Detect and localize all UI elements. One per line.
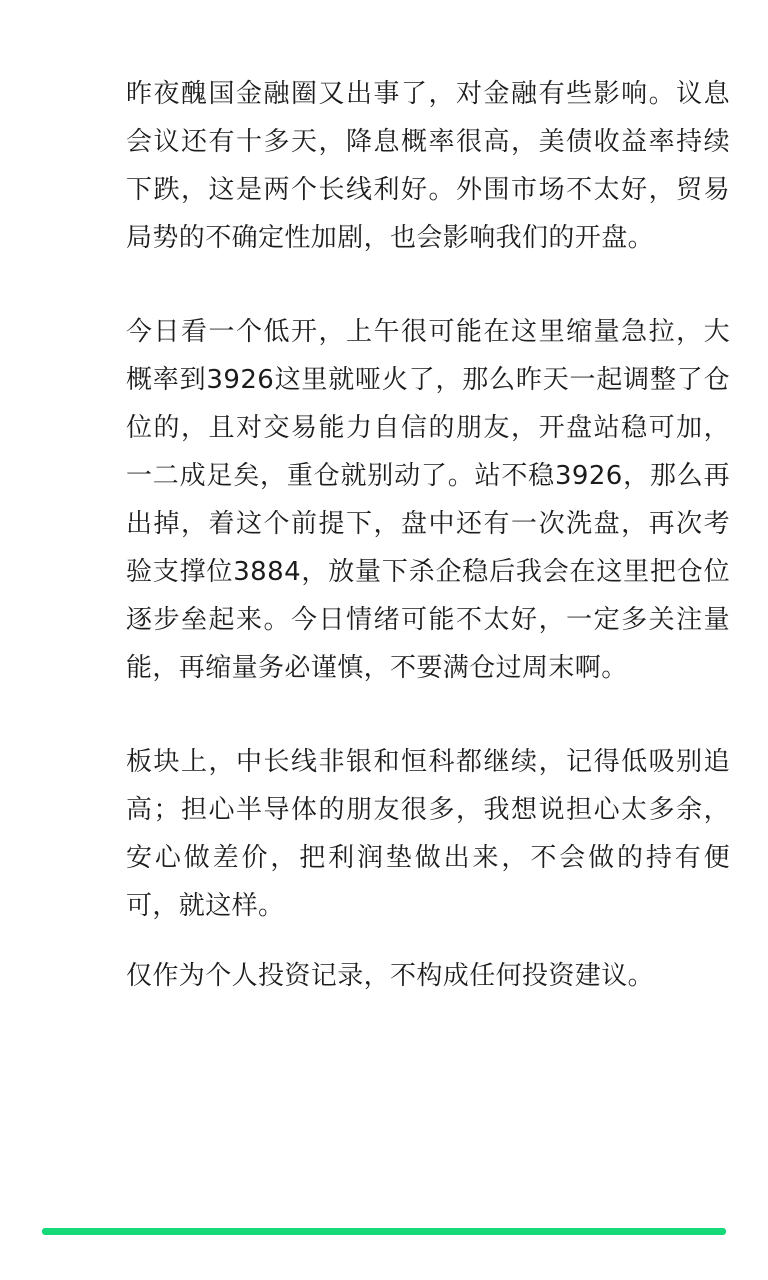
paragraph-sectors: 板块上，中长线非银和恒科都继续，记得低吸别追高；担心半导体的朋友很多，我想说担心太多余，安心做差价，把利润垫做出来，不会做的持有便可，就这样。 [126, 747, 730, 921]
accent-divider-bar [42, 1228, 726, 1235]
paragraph-market-overview: 昨夜醜国金融圈又出事了，对金融有些影响。议息会议还有十多天，降息概率很高，美债收益率持续下跌，这是两个长线利好。外围市场不太好，贸易局势的不确定性加剧，也会影响我们的开盘。 [126, 79, 730, 253]
disclaimer-text: 仅作为个人投资记录，不构成任何投资建议。 [126, 961, 655, 991]
article-body [126, 70, 730, 1000]
paragraph-trading-plan: 今日看一个低开，上午很可能在这里缩量急拉，大概率到3926这里就哑火了，那么昨天一起调整了仓位的，且对交易能力自信的朋友，开盘站稳可加，一二成足矣，重仓就别动了。站不稳3926，那么再出掉，着这个前提下，盘中还有一次洗盘，再次考验支撑位3884，放量下杀企稳后我会在这里把仓位逐步垒起来。今日情绪可能不太好，一定多关注量能，再缩量务必谨慎，不要满仓过周末啊。 [126, 317, 730, 683]
